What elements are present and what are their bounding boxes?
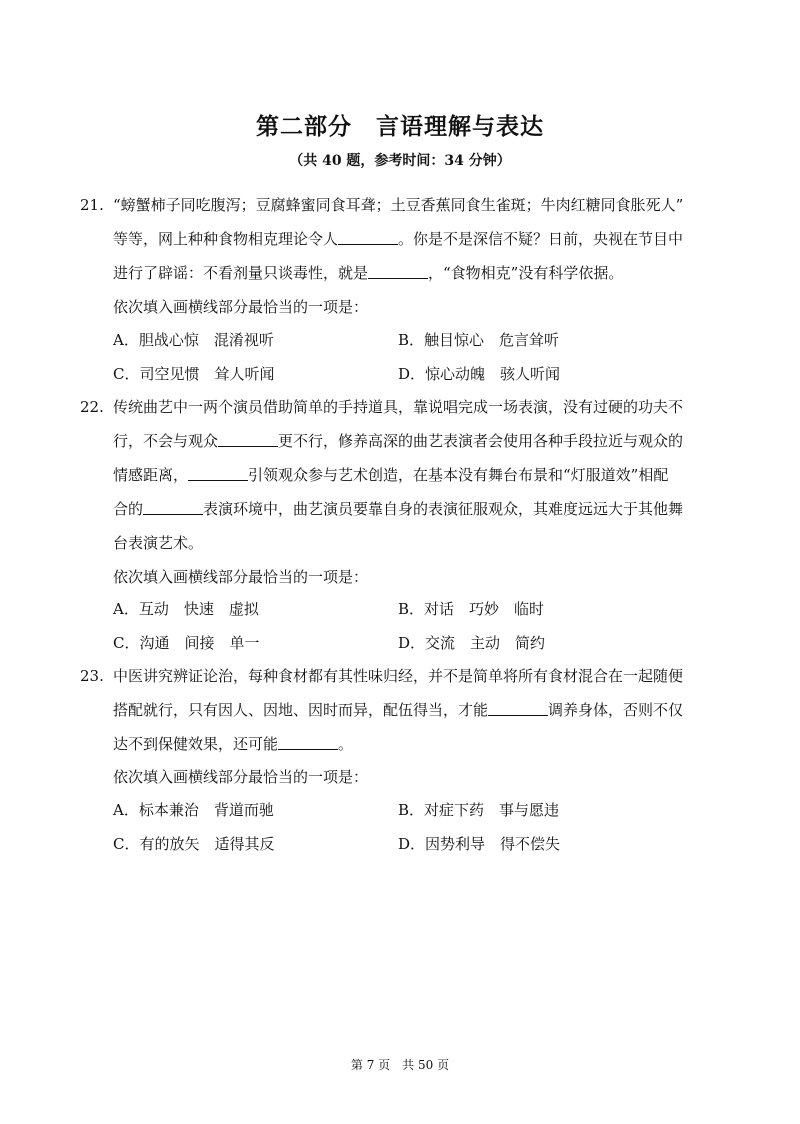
option-b: B．对话 巧妙 临时 [398, 600, 545, 618]
option-a: A．标本兼治 背道而驰 [113, 801, 274, 819]
section-subtitle: （共 40 题，参考时间：34 分钟） [289, 153, 511, 169]
question-prompt: 依次填入画横线部分最恰当的一项是： [113, 768, 369, 786]
option-d: D．惊心动魄 骇人听闻 [398, 365, 561, 383]
question-line: 中医讲究辨证论治，每种食材都有其性味归经，并不是简单将所有食材混合在一起随便 [113, 667, 684, 685]
question-line: “螃蟹柿子同吃腹泻；豆腐蜂蜜同食耳聋；土豆香蕉同食生雀斑；牛肉红糖同食胀死人” [113, 196, 684, 214]
option-c: C．沟通 间接 单一 [113, 634, 260, 652]
option-c: C．有的放矢 适得其反 [113, 835, 275, 853]
answer-blank [368, 264, 428, 279]
question-line: 行，不会与观众 更不行，修养高深的曲艺表演者会使用各种手段拉近与观众的 [113, 432, 684, 450]
option-a: A．互动 快速 虚拟 [113, 600, 259, 618]
question-line: 搭配就行，只有因人、因地、因时而异，配伍得当，才能 调养身体，否则不仅 [113, 701, 684, 719]
question-line: 等等，网上种种食物相克理论令人 。你是不是深信不疑？日前，央视在节目中 [113, 230, 684, 248]
option-c: C．司空见惯 耸人听闻 [113, 365, 275, 383]
answer-blank [278, 735, 338, 750]
question-line: 达不到保健效果，还可能 。 [113, 735, 354, 753]
option-a: A．胆战心惊 混淆视听 [113, 331, 274, 349]
answer-blank [188, 466, 248, 481]
section-title: 第二部分 言语理解与表达 [256, 114, 544, 140]
answer-blank [218, 432, 278, 447]
question-line: 台表演艺术。 [113, 534, 204, 552]
question-line: 情感距离， 引领观众参与艺术创造，在基本没有舞台布景和“灯服道效”相配 [113, 466, 669, 484]
option-d: D．因势利导 得不偿失 [398, 835, 561, 853]
question-prompt: 依次填入画横线部分最恰当的一项是： [113, 568, 369, 586]
question-line: 合的 表演环境中，曲艺演员要靠自身的表演征服观众，其难度远远大于其他舞 [113, 500, 684, 518]
answer-blank [143, 500, 203, 515]
answer-blank [488, 701, 548, 716]
question-prompt: 依次填入画横线部分最恰当的一项是： [113, 298, 369, 316]
answer-blank [338, 230, 398, 245]
question-number: 22. [80, 398, 104, 416]
question-number: 21. [80, 196, 104, 214]
question-line: 进行了辟谣：不看剂量只谈毒性，就是 ，“食物相克”没有科学依据。 [113, 264, 624, 282]
question-line: 传统曲艺中一两个演员借助简单的手持道具，靠说唱完成一场表演，没有过硬的功夫不 [113, 398, 684, 416]
option-b: B．对症下药 事与愿违 [398, 801, 560, 819]
page-number: 第 7 页 共 50 页 [350, 1058, 450, 1072]
question-number: 23. [80, 667, 104, 685]
option-b: B．触目惊心 危言耸听 [398, 331, 560, 349]
option-d: D．交流 主动 简约 [398, 634, 546, 652]
